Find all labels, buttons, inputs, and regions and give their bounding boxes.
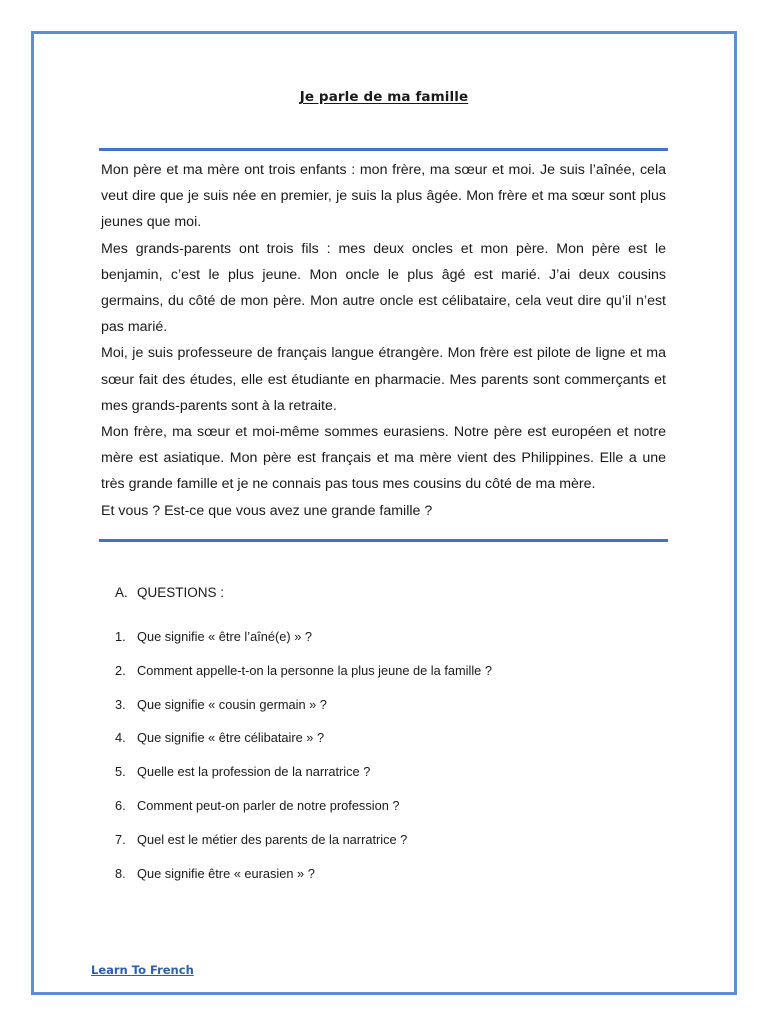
question-item [115, 763, 492, 797]
question-text: Que signifie être « eurasien » ? [137, 865, 315, 881]
learn-to-french-link[interactable]: Learn To French [91, 963, 194, 977]
story-paragraph-5: Et vous ? Est-ce que vous avez une grande famille ? [101, 502, 433, 519]
question-item [115, 662, 492, 696]
question-number: 8. [115, 865, 126, 881]
question-item [115, 831, 492, 865]
questions-list [115, 628, 492, 898]
top-divider [99, 148, 668, 151]
question-text: Quel est le métier des parents de la narratrice ? [137, 831, 408, 847]
question-item [115, 729, 492, 763]
question-number: 1. [115, 629, 126, 644]
questions-heading-label: QUESTIONS : [137, 585, 225, 600]
question-number: 5. [115, 764, 126, 780]
question-item [115, 696, 492, 730]
document-title: Je parle de ma famille [299, 89, 469, 105]
question-number: 3. [115, 696, 126, 712]
question-text: Que signifie « cousin germain » ? [137, 696, 327, 712]
questions-marker: A. [115, 585, 128, 600]
question-item [115, 797, 492, 831]
question-item [115, 865, 492, 899]
question-number: 2. [115, 662, 126, 678]
question-text: Quelle est la profession de la narratrice ? [137, 764, 371, 780]
question-text: Que signifie « être l’aîné(e) » ? [137, 629, 312, 644]
question-number: 7. [115, 831, 126, 847]
story-paragraph-4: Mon frère, ma sœur et moi-même sommes eurasiens. Notre père est européen et notre mère est asiatique. Mon père est français et ma mère vient des Philippines. Elle a une très grande famille et je ne connais pas tous mes cousins du côté de ma mère. [101, 424, 666, 493]
question-item [115, 628, 492, 662]
story-paragraph-2: Mes grands-parents ont trois fils : mes deux oncles et mon père. Mon père est le benjamin, c’est le plus jeune. Mon oncle le plus âgé est marié. J’ai deux cousins germains, du côté de mon père. Mon autre oncle est célibataire, cela veut dire qu’il n’est pas marié. [101, 240, 666, 336]
story-paragraph-3: Moi, je suis professeure de français langue étrangère. Mon frère est pilote de ligne et ma sœur fait des études, elle est étudiante en pharmacie. Mes parents sont commerçants et mes grands-parents sont à la retraite. [101, 345, 666, 414]
story-text [101, 157, 666, 524]
story-paragraph-1: Mon père et ma mère ont trois enfants : mon frère, ma sœur et moi. Je suis l’aînée, cela veut dire que je suis née en premier, je suis la plus âgée. Mon frère et ma sœur sont plus jeunes que moi. [101, 162, 666, 231]
question-text: Que signifie « être célibataire » ? [137, 730, 325, 746]
question-number: 6. [115, 797, 126, 813]
bottom-divider [99, 539, 668, 542]
question-text: Comment appelle-t-on la personne la plus jeune de la famille ? [137, 662, 492, 678]
question-number: 4. [115, 730, 126, 746]
questions-heading [115, 584, 224, 602]
question-text: Comment peut-on parler de notre profession ? [137, 797, 400, 813]
